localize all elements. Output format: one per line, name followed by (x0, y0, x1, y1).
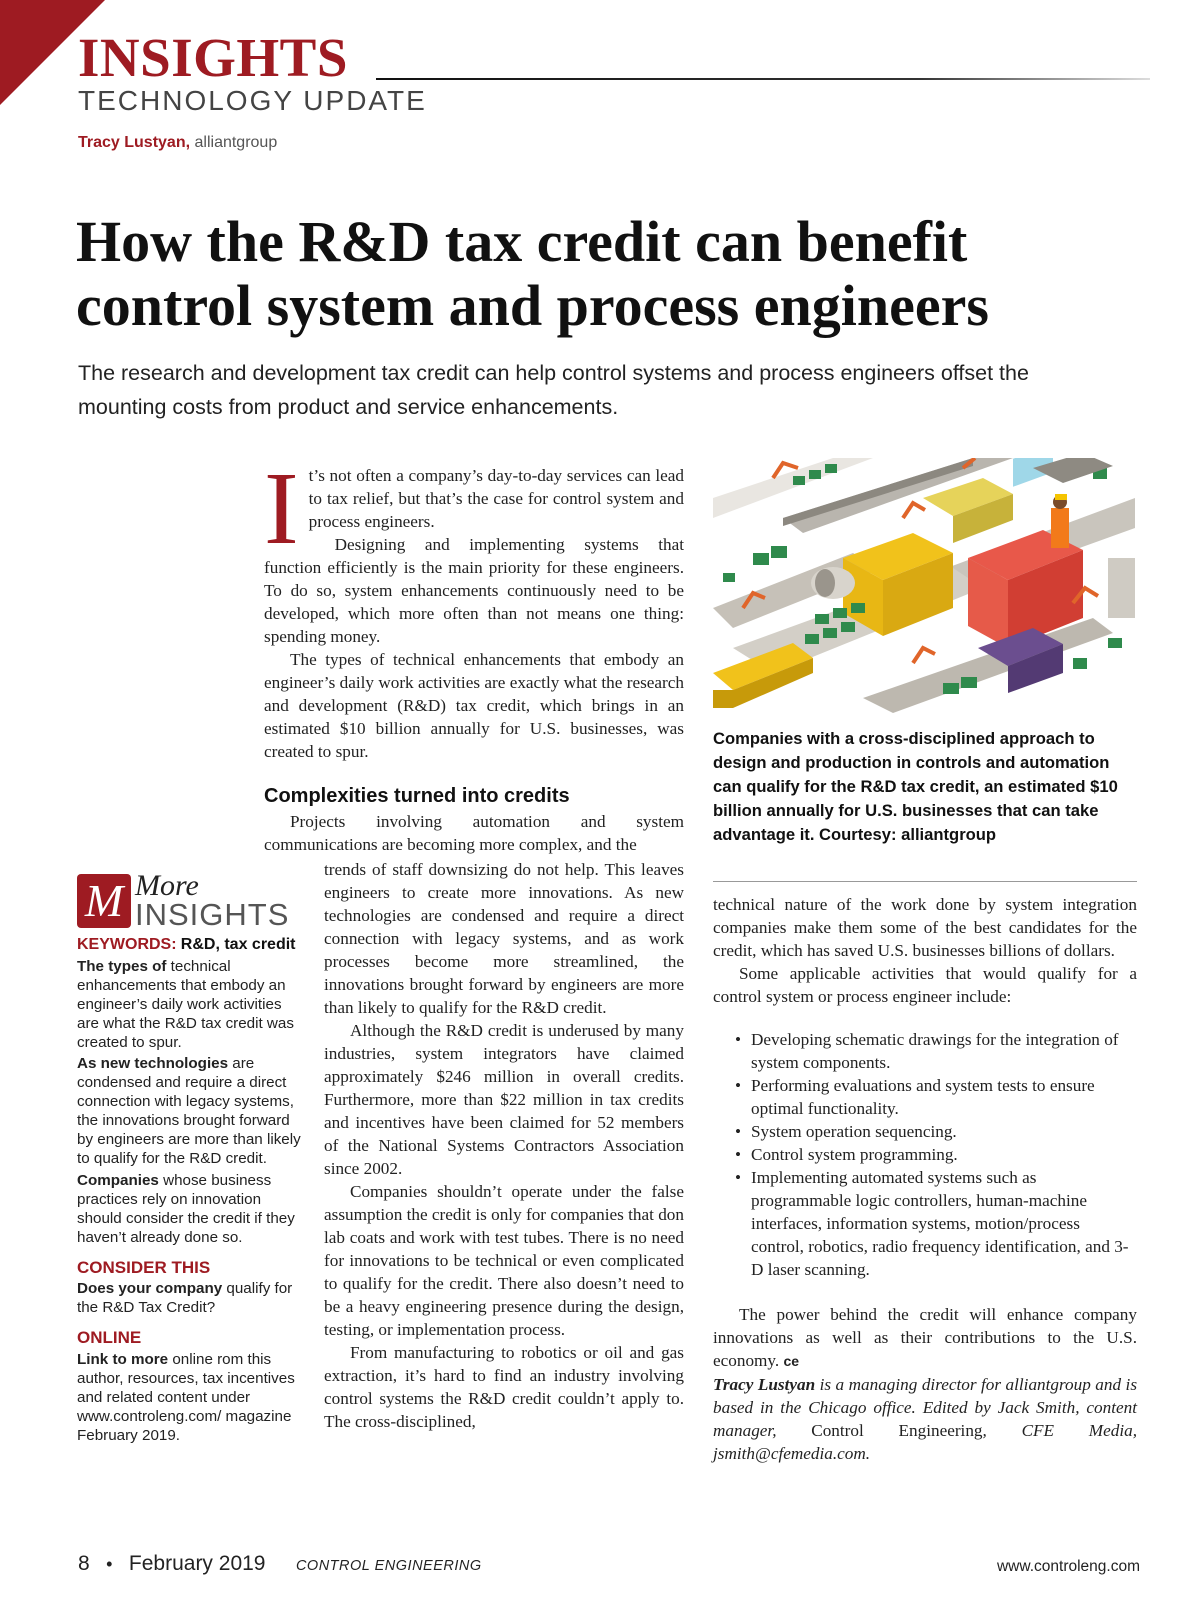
paragraph-1: It’s not often a company’s day-to-day services can lead to tax relief, but that’s the case for control system and process engineers. (264, 451, 684, 566)
issue-date: February 2019 (128, 1552, 266, 1575)
dropcap: I (264, 451, 299, 566)
paragraph-7: From manufacturing to robotics or oil and gas extraction, it’s hard to find an industry involving control systems the R&D credit couldn’t apply to. The cross-disciplined, (324, 1343, 684, 1431)
online-text: Link to more online rom this author, resources, tax incentives and related content under www.controleng.com/ magazine February 2019. (77, 1351, 295, 1444)
author-name: Tracy Lustyan, (78, 134, 191, 151)
page-number: 8 (78, 1552, 90, 1575)
headline (76, 210, 1186, 338)
sidebar-item-1: The types of technical enhancements that embody an engineer’s daily work activities are what the R&D tax credit was created to spur. (77, 957, 294, 1051)
online-heading: ONLINE (77, 1328, 142, 1348)
website-url[interactable]: www.controleng.com (996, 1558, 1140, 1575)
list-item: • Developing schematic drawings for the integration of system components. (713, 1028, 1137, 1074)
deck: The research and development tax credit can help control systems and process engineers offset the mounting costs from product and service enhancements. (78, 361, 1029, 419)
more-insights-sidebar (77, 869, 301, 1449)
section-rule (376, 78, 1150, 80)
logo-letter: M (77, 874, 131, 928)
headline-line-1: How the R&D tax credit can benefit (76, 209, 968, 274)
consider-this-heading: CONSIDER THIS (77, 1257, 211, 1277)
sidebar-item-3: Companies whose business practices rely on innovation should consider the credit if they haven’t already done so. (77, 1171, 295, 1246)
byline (78, 134, 277, 152)
list-item: • Implementing automated systems such as programmable logic controllers, human-machine interfaces, information systems, motion/process control, robotics, radio frequency identification, and 3-D laser scanning. (713, 1166, 1137, 1281)
section-title: INSIGHTS (78, 27, 348, 88)
article-column-1-lower (324, 858, 684, 1433)
paragraph-4b: trends of staff downsizing do not help. This leaves engineers to create more innovations. As new technologies are condensed and require a direct connection with legacy systems, and as work processes become more streamlined, the innovations brought forward by engineers are more than likely to qualify for the R&D credit. (324, 860, 684, 1017)
subhead: Complexities turned into credits (264, 785, 570, 807)
consider-this-text: Does your company qualify for the R&D Tax Credit? (77, 1280, 293, 1317)
page-footer (78, 1552, 1140, 1576)
figure-caption: Companies with a cross-disciplined approach to design and production in controls and automation can qualify for the R&D tax credit, an estimated $10 billion annually for U.S. businesses that can take advantage it. Courtesy: alliantgroup (713, 729, 1118, 844)
paragraph-2: Designing and implementing systems that function efficiently is the main priority for these engineers. To do so, system enhancements continuously need to be developed, which more often than not means one thing: spending money. (264, 535, 684, 646)
magazine-name: CONTROL ENGINEERING (295, 1558, 482, 1574)
author-org: alliantgroup (194, 134, 278, 151)
headline-line-2: control system and process engineers (76, 273, 989, 338)
footer-bullet: • (106, 1554, 113, 1574)
end-mark: ce (783, 1353, 800, 1369)
list-item: • Control system programming. (713, 1143, 1137, 1166)
paragraph-4a: Projects involving automation and system communications are becoming more complex, and the (264, 812, 684, 854)
logo-more: More (135, 869, 199, 902)
list-item: • System operation sequencing. (713, 1120, 1137, 1143)
caption-rule (713, 881, 1137, 882)
article-column-2 (713, 893, 1137, 1465)
sidebar-item-2: As new technologies are condensed and require a direct connection with legacy systems, the innovations brought forward by engineers are more than likely to qualify for the R&D credit. (77, 1055, 301, 1167)
section-subtitle: TECHNOLOGY UPDATE (78, 85, 427, 116)
factory-illustration (713, 458, 1135, 713)
list-item: • Performing evaluations and system tests to ensure optimal functionality. (713, 1074, 1137, 1120)
logo-insights: INSIGHTS (135, 897, 290, 932)
activities-list (713, 1028, 1137, 1281)
paragraph-8: technical nature of the work done by system integration companies make them some of the best candidates for the credit, which has saved U.S. businesses billions of dollars. (713, 895, 1137, 960)
keywords: KEYWORDS: R&D, tax credit (77, 936, 296, 953)
paragraph-3: The types of technical enhancements that embody an engineer’s daily work activities are exactly what the research and development (R&D) tax credit, which brings in an estimated $10 billion annually for U.S. businesses, was created to spur. (264, 650, 684, 761)
article-column-1 (264, 451, 684, 856)
paragraph-9: Some applicable activities that would qualify for a control system or process engineer include: (713, 964, 1137, 1006)
paragraph-6: Companies shouldn’t operate under the false assumption the credit is only for companies that don lab coats and work with test tubes. There is no need for innovations to be technical or even complicated to qualify for the credit. There also doesn’t need to be a heavy engineering presence during the design, testing, or implementation process. (324, 1182, 684, 1339)
more-insights-logo (77, 869, 301, 932)
paragraph-5: Although the R&D credit is underused by many industries, system integrators have claimed approximately $246 million in overall credits. Furthermore, more than $22 million in tax credits and incentives have been claimed for 52 members of the National Systems Contractors Association since 2002. (324, 1021, 684, 1178)
paragraph-10: The power behind the credit will enhance company innovations as well as their contributions to the U.S. economy. ce (713, 1305, 1137, 1370)
author-bio: Tracy Lustyan is a managing director for alliantgroup and is based in the Chicago office. Edited by Jack Smith, content manager, Control Engineering, CFE Media, jsmith@cfemedia.com. (713, 1375, 1138, 1463)
